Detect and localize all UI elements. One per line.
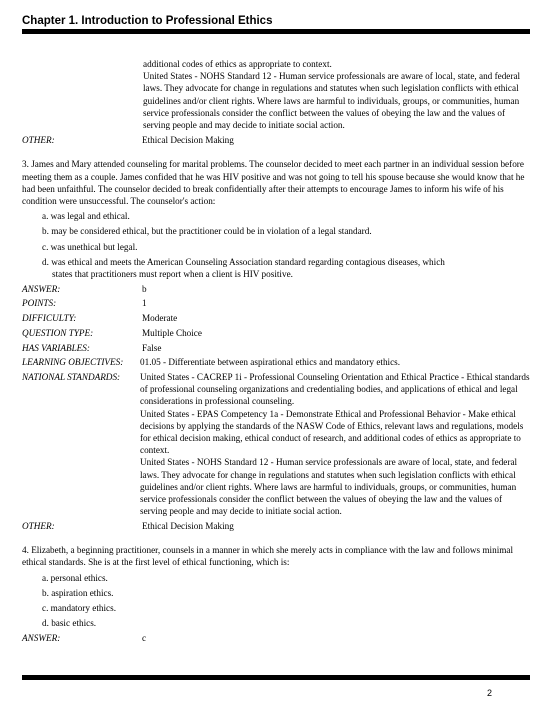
page-content (22, 58, 530, 645)
answer-value: c (142, 633, 147, 644)
answer-option: a. was legal and ethical. (42, 211, 130, 222)
points-value: 1 (142, 298, 147, 309)
national-standard-item: United States - EPAS Competency 1a - Demonstrate Ethical and Professional Behavior - Make ethical decisions by applying the standards of the NASW Code of Ethics, relevant laws and regulations, models for ethical decision making, ethical conduct of research, and additional codes of ethics as appropriate to context. (140, 408, 524, 456)
header-rule (22, 29, 530, 34)
points-label: POINTS: (22, 298, 57, 309)
answer-option: d. basic ethics. (42, 618, 97, 629)
answer-label: ANSWER: (22, 633, 61, 644)
national-standards-list (140, 371, 530, 517)
other-value: Ethical Decision Making (142, 520, 234, 531)
national-standard-item: United States - CACREP 1i - Professional Counseling Orientation and Ethical Practice - Ethical standards of professional counseling organizations and credentialing bodies, and applications of ethical and legal considerations in professional counseling. (140, 371, 530, 407)
answer-label: ANSWER: (22, 283, 61, 294)
learning-objectives-value: 01.05 - Differentiate between aspirational ethics and mandatory ethics. (140, 357, 401, 368)
answer-option: d. was ethical and meets the American Counseling Association standard regarding contagious diseases, which (42, 256, 445, 267)
other-value: Ethical Decision Making (142, 135, 234, 146)
question-type-label: QUESTION TYPE: (22, 327, 94, 338)
question-3 (22, 158, 530, 532)
answer-option: a. personal ethics. (42, 572, 108, 583)
footer-rule (22, 675, 530, 680)
other-label: OTHER: (22, 520, 55, 531)
page-number: 2 (487, 688, 493, 698)
answer-option: b. may be considered ethical, but the practitioner could be in violation of a legal standard. (42, 226, 372, 237)
has-variables-value: False (142, 342, 162, 353)
answer-option-continuation: states that practitioners must report when a client is HIV positive. (52, 269, 293, 280)
question-type-value: Multiple Choice (142, 327, 202, 338)
has-variables-label: HAS VARIABLES: (22, 342, 90, 353)
answer-option: c. was unethical but legal. (42, 241, 138, 252)
answer-option: c. mandatory ethics. (42, 602, 116, 613)
standards-continuation-paragraph: United States - NOHS Standard 12 - Human service professionals are aware of local, state, and federal laws. They advocate for change in regulations and statutes when such legislation conflicts with ethical guidelines and/or client rights. Where laws are harmful to individuals, groups, or communities, human service professionals consider the conflict between the values of obeying the law and the values of serving people and may decide to initiate social action. (143, 71, 521, 131)
question-stem: 4. Elizabeth, a beginning practitioner, counsels in a manner in which she merely acts in compliance with the law and follows minimal ethical standards. She is at the first level of ethical functioning, which is: (22, 545, 514, 568)
question-stem: 3. James and Mary attended counseling for marital problems. The counselor decided to meet each partner in an individual session before meeting them as a couple. James confided that he was HIV positive and was not going to tell his spouse because she would know that he had been unfaithful. The counselor decided to break confidentially after their attempts to encourage James to inform his wife of his condition were unsuccessful. The counselor's action: (22, 159, 525, 207)
other-label: OTHER: (22, 135, 55, 146)
page-header-title: Chapter 1. Introduction to Professional Ethics (22, 15, 273, 27)
difficulty-label: DIFFICULTY: (22, 313, 77, 324)
answer-value: b (142, 283, 147, 294)
national-standards-label: NATIONAL STANDARDS: (22, 371, 121, 382)
answer-option: b. aspiration ethics. (42, 587, 114, 598)
difficulty-value: Moderate (142, 313, 178, 324)
prev-question-continuation (22, 58, 530, 146)
question-4 (22, 544, 530, 644)
national-standard-item: United States - NOHS Standard 12 - Human service professionals are aware of local, state, and federal laws. They advocate for change in regulations and statutes when such legislation conflicts with ethical guidelines and/or client rights. Where laws are harmful to individuals, groups, or communities, human service professionals consider the conflict between the values of obeying the law and the values of serving people and may decide to initiate social action. (140, 457, 518, 517)
learning-objectives-label: LEARNING OBJECTIVES: (22, 357, 124, 368)
standards-continuation-line: additional codes of ethics as appropriate to context. (143, 59, 332, 69)
